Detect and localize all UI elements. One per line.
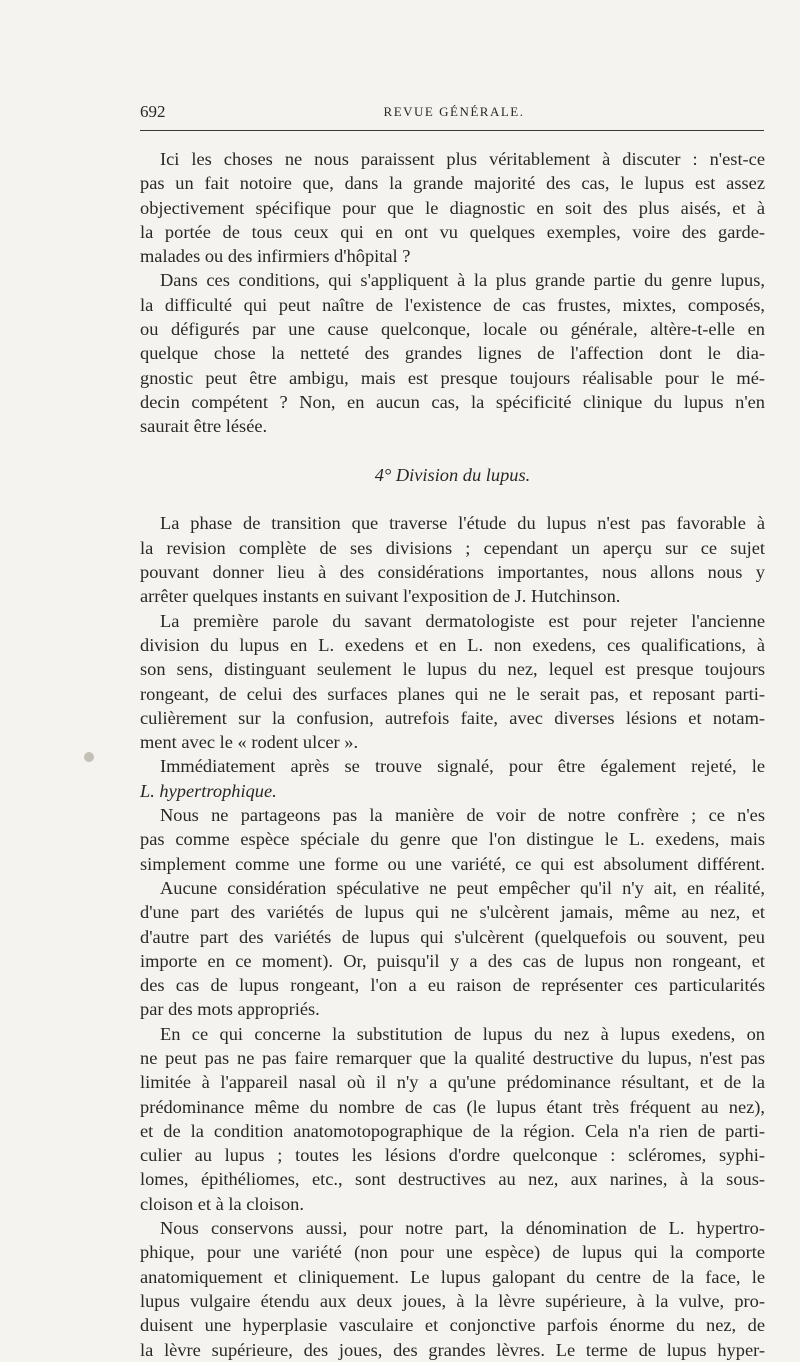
text-line: Nous conservons aussi, pour notre part, la dénomination de L. hypertro- — [160, 1218, 765, 1239]
text-line: anatomiquement et cliniquement. Le lupus galopant du centre de la face, le — [140, 1266, 765, 1287]
text-line: Aucune considération spéculative ne peut empêcher qu'il n'y ait, en réalité, — [160, 877, 765, 898]
text-line: pouvant donner lieu à des considérations importantes, nous allons nous y — [140, 562, 765, 583]
text-line: malades ou des infirmiers d'hôpital ? — [140, 246, 411, 267]
text-line: d'autre part des variétés de lupus qui s'ulcèrent (quelquefois ou souvent, peu — [140, 926, 765, 947]
text-line: simplement comme une forme ou une variété, ce qui est absolument différent. — [140, 853, 765, 874]
text-line: La première parole du savant dermatologiste est pour rejeter l'ancienne — [160, 610, 765, 631]
text-line: pas comme espèce spéciale du genre que l'on distingue le L. exedens, mais — [140, 829, 765, 850]
text-line: phique, pour une variété (non pour une espèce) de lupus qui la comporte — [140, 1242, 765, 1263]
running-header — [140, 100, 768, 126]
text-line: prédominance même du nombre de cas (le lupus étant très fréquent au nez), — [140, 1096, 765, 1117]
text-line: par des mots appropriés. — [140, 999, 320, 1020]
section-heading: 4° Division du lupus. — [374, 464, 531, 485]
text-line: lomes, épithéliomes, etc., sont destructives au nez, aux narines, à la sous- — [140, 1169, 765, 1190]
text-line: culièrement sur la confusion, autrefois faite, avec diverses lésions et notam- — [140, 707, 765, 728]
text-line: des cas de lupus rongeant, l'on a eu raison de représenter ces particularités — [140, 975, 765, 996]
text-line: importe en ce moment). Or, puisqu'il y a des cas de lupus non rongeant, et — [140, 950, 765, 971]
text-line: objectivement spécifique pour que le diagnostic en soit des plus aisés, et à — [140, 197, 765, 218]
text-line: la revision complète de ses divisions ; cependant un aperçu sur ce sujet — [140, 537, 765, 558]
text-line: Dans ces conditions, qui s'appliquent à la plus grande partie du genre lupus, — [160, 270, 765, 291]
paper-speck — [84, 752, 94, 762]
body-text — [140, 147, 765, 1362]
text-line: lupus vulgaire étendu aux deux joues, à la lèvre supérieure, à la vulve, pro- — [140, 1290, 765, 1311]
text-line: division du lupus en L. exedens et en L. non exedens, ces qualifications, à — [140, 634, 765, 655]
text-line: En ce qui concerne la substitution de lupus du nez à lupus exedens, on — [160, 1023, 765, 1044]
text-line: Immédiatement après se trouve signalé, pour être également rejeté, le — [160, 756, 765, 777]
text-line: cloison et à la cloison. — [140, 1193, 304, 1214]
text-line: Ici les choses ne nous paraissent plus véritablement à discuter : n'est-ce — [160, 149, 765, 169]
text-line: duisent une hyperplasie vasculaire et conjonctive parfois énorme du nez, de — [140, 1315, 765, 1336]
text-line: saurait être lésée. — [140, 416, 268, 437]
text-line: gnostic peut être ambigu, mais est presque toujours réalisable pour le mé- — [140, 367, 765, 388]
page-number: 692 — [140, 102, 166, 121]
header-rule — [140, 130, 764, 131]
text-line: son sens, distinguant seulement le lupus du nez, lequel est presque toujours — [140, 659, 765, 680]
text-line: limitée à l'appareil nasal où il n'y a qu'une prédominance résultant, et de la — [140, 1072, 765, 1093]
text-line: Nous ne partageons pas la manière de voir de notre confrère ; ce n'es — [160, 805, 765, 826]
text-line: d'une part des variétés de lupus qui ne s'ulcèrent jamais, même au nez, et — [140, 902, 765, 923]
text-line: la lèvre supérieure, des joues, des grandes lèvres. Le terme de lupus hyper- — [140, 1339, 765, 1360]
text-line: la portée de tous ceux qui en ont vu quelques exemples, voire des garde- — [140, 221, 765, 242]
text-line: quelque chose la netteté des grandes lignes de l'affection dont le dia- — [140, 343, 765, 364]
text-line: La phase de transition que traverse l'étude du lupus n'est pas favorable à — [160, 513, 765, 534]
text-line: ne peut pas ne pas faire remarquer que la qualité destructive du lupus, n'est pas — [140, 1047, 765, 1068]
text-line: decin compétent ? Non, en aucun cas, la spécificité clinique du lupus n'en — [140, 391, 765, 412]
text-line: L. hypertrophique. — [140, 780, 277, 801]
text-line: arrêter quelques instants en suivant l'exposition de J. Hutchinson. — [140, 586, 621, 607]
text-line: culier au lupus ; toutes les lésions d'ordre quelconque : scléromes, syphi- — [140, 1145, 765, 1166]
text-line: pas un fait notoire que, dans la grande majorité des cas, le lupus est assez — [140, 173, 765, 194]
text-line: ou défigurés par une cause quelconque, locale ou générale, altère-t-elle en — [140, 319, 765, 340]
text-line: ment avec le « rodent ulcer ». — [140, 732, 359, 753]
text-line: la difficulté qui peut naître de l'existence de cas frustes, mixtes, composés, — [140, 294, 765, 315]
text-line: et de la condition anatomotopographique de la région. Cela n'a rien de parti- — [140, 1120, 765, 1141]
running-title: REVUE GÉNÉRALE. — [383, 104, 525, 119]
text-line: rongeant, de celui des surfaces planes qui ne le serait pas, et reposant parti- — [140, 683, 765, 704]
